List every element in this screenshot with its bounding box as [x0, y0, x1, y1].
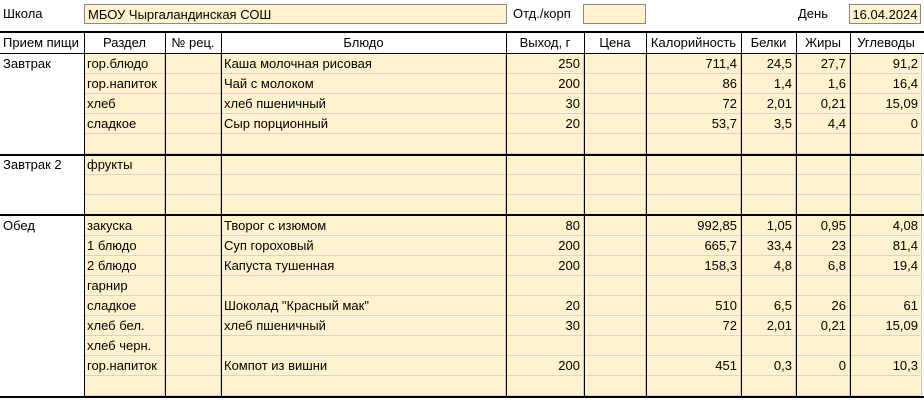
row-separator-line — [0, 396, 924, 398]
dept-label: Отд./корп — [513, 6, 571, 21]
dish-cell[interactable]: Чай с молоком — [221, 74, 506, 94]
calories-cell[interactable] — [646, 376, 741, 396]
fat-cell[interactable] — [796, 336, 850, 356]
recipe-number-cell[interactable] — [165, 175, 221, 195]
dish-cell[interactable] — [221, 134, 506, 154]
column-header-dish: Блюдо — [343, 35, 384, 50]
section-cell[interactable] — [84, 376, 165, 396]
meal-cell[interactable] — [0, 134, 84, 154]
dish-cell[interactable] — [221, 155, 506, 175]
calories-cell[interactable] — [646, 336, 741, 356]
protein-cell[interactable] — [741, 276, 796, 296]
column-separator-line — [165, 33, 166, 396]
carbs-cell[interactable]: 10,3 — [850, 356, 922, 376]
calories-cell[interactable]: 711,4 — [646, 54, 741, 74]
fat-cell[interactable] — [796, 155, 850, 175]
dish-cell[interactable]: хлеб пшеничный — [221, 316, 506, 336]
price-cell[interactable] — [584, 296, 646, 316]
recipe-number-cell[interactable] — [165, 296, 221, 316]
calories-cell[interactable]: 451 — [646, 356, 741, 376]
calories-cell[interactable]: 992,85 — [646, 216, 741, 236]
dish-cell[interactable]: Каша молочная рисовая — [221, 54, 506, 74]
dish-cell[interactable]: Сыр порционный — [221, 114, 506, 134]
calories-cell[interactable] — [646, 276, 741, 296]
calories-cell[interactable]: 158,3 — [646, 256, 741, 276]
dish-cell[interactable]: Шоколад "Красный мак" — [221, 296, 506, 316]
recipe-number-cell[interactable] — [165, 376, 221, 396]
recipe-number-cell[interactable] — [165, 134, 221, 154]
column-header-fat: Жиры — [805, 35, 841, 50]
column-separator-line — [84, 33, 85, 396]
section-cell[interactable]: гор.напиток — [84, 356, 165, 376]
meal-cell[interactable] — [0, 74, 84, 94]
date-cell[interactable]: 16.04.2024 — [849, 4, 921, 24]
dish-cell[interactable]: Суп гороховый — [221, 236, 506, 256]
fat-cell[interactable]: 4,4 — [796, 114, 850, 134]
calories-cell[interactable]: 510 — [646, 296, 741, 316]
dish-cell[interactable] — [221, 195, 506, 215]
section-cell[interactable]: закуска — [84, 216, 165, 236]
price-cell[interactable] — [584, 195, 646, 215]
carbs-cell[interactable] — [850, 336, 922, 356]
carbs-cell[interactable]: 81,4 — [850, 236, 922, 256]
row-separator-line — [0, 53, 924, 54]
price-cell[interactable] — [584, 316, 646, 336]
dept-value-cell[interactable] — [583, 4, 646, 24]
yield-cell[interactable]: 30 — [506, 316, 584, 336]
yield-cell[interactable] — [506, 175, 584, 195]
carbs-cell[interactable] — [850, 276, 922, 296]
calories-cell[interactable] — [646, 195, 741, 215]
carbs-cell[interactable]: 16,4 — [850, 74, 922, 94]
meal-cell[interactable] — [0, 94, 84, 114]
recipe-number-cell[interactable] — [165, 155, 221, 175]
meal-cell[interactable] — [0, 195, 84, 215]
yield-cell[interactable]: 30 — [506, 94, 584, 114]
recipe-number-cell[interactable] — [165, 236, 221, 256]
dish-cell[interactable] — [221, 276, 506, 296]
meal-cell[interactable]: Обед — [3, 218, 35, 233]
yield-cell[interactable]: 200 — [506, 256, 584, 276]
dish-cell[interactable] — [221, 376, 506, 396]
recipe-number-cell[interactable] — [165, 74, 221, 94]
recipe-number-cell[interactable] — [165, 114, 221, 134]
column-separator-line — [741, 33, 742, 396]
meal-cell[interactable] — [0, 114, 84, 134]
yield-cell[interactable] — [506, 195, 584, 215]
fat-cell[interactable] — [796, 134, 850, 154]
yield-cell[interactable]: 200 — [506, 74, 584, 94]
carbs-cell[interactable]: 15,09 — [850, 94, 922, 114]
meal-cell[interactable] — [0, 296, 84, 316]
yield-cell[interactable]: 200 — [506, 356, 584, 376]
recipe-number-cell[interactable] — [165, 276, 221, 296]
calories-cell[interactable]: 72 — [646, 94, 741, 114]
dish-cell[interactable] — [221, 336, 506, 356]
row-separator-line — [0, 154, 924, 156]
yield-cell[interactable] — [506, 155, 584, 175]
meal-cell[interactable] — [0, 256, 84, 276]
carbs-cell[interactable] — [850, 134, 922, 154]
protein-cell[interactable] — [741, 336, 796, 356]
protein-cell[interactable] — [741, 134, 796, 154]
calories-cell[interactable] — [646, 155, 741, 175]
section-cell[interactable]: гор.напиток — [84, 74, 165, 94]
meal-cell[interactable] — [0, 336, 84, 356]
dish-cell[interactable] — [221, 175, 506, 195]
protein-cell[interactable]: 3,5 — [741, 114, 796, 134]
carbs-cell[interactable]: 15,09 — [850, 316, 922, 336]
fat-cell[interactable] — [796, 276, 850, 296]
fat-cell[interactable]: 6,8 — [796, 256, 850, 276]
fat-cell[interactable]: 0 — [796, 356, 850, 376]
carbs-cell[interactable]: 19,4 — [850, 256, 922, 276]
section-cell[interactable]: фрукты — [84, 155, 165, 175]
column-header-section: Раздел — [103, 35, 146, 50]
section-cell[interactable] — [84, 134, 165, 154]
column-header-meal: Прием пищи — [3, 35, 79, 50]
column-header-prot: Белки — [750, 35, 787, 50]
recipe-number-cell[interactable] — [165, 316, 221, 336]
protein-cell[interactable]: 0,3 — [741, 356, 796, 376]
yield-cell[interactable]: 20 — [506, 114, 584, 134]
section-cell[interactable]: хлеб бел. — [84, 316, 165, 336]
price-cell[interactable] — [584, 74, 646, 94]
fat-cell[interactable] — [796, 376, 850, 396]
yield-cell[interactable]: 200 — [506, 236, 584, 256]
carbs-cell[interactable] — [850, 175, 922, 195]
fat-cell[interactable]: 26 — [796, 296, 850, 316]
recipe-number-cell[interactable] — [165, 216, 221, 236]
meal-cell[interactable] — [0, 356, 84, 376]
price-cell[interactable] — [584, 356, 646, 376]
recipe-number-cell[interactable] — [165, 195, 221, 215]
column-separator-line — [850, 33, 851, 396]
section-cell[interactable]: 2 блюдо — [84, 256, 165, 276]
yield-cell[interactable] — [506, 336, 584, 356]
protein-cell[interactable]: 1,05 — [741, 216, 796, 236]
calories-cell[interactable]: 665,7 — [646, 236, 741, 256]
row-separator-line — [0, 31, 924, 33]
school-label: Школа — [3, 6, 43, 21]
meal-cell[interactable] — [0, 236, 84, 256]
section-cell[interactable]: сладкое — [84, 296, 165, 316]
recipe-number-cell[interactable] — [165, 336, 221, 356]
price-cell[interactable] — [584, 54, 646, 74]
column-header-kcal: Калорийность — [650, 35, 737, 50]
carbs-cell[interactable]: 0 — [850, 114, 922, 134]
section-cell[interactable] — [84, 175, 165, 195]
meal-cell[interactable]: Завтрак 2 — [3, 157, 62, 172]
protein-cell[interactable] — [741, 195, 796, 215]
meal-cell[interactable]: Завтрак — [3, 56, 51, 71]
carbs-cell[interactable]: 4,08 — [850, 216, 922, 236]
row-separator-line — [0, 214, 924, 216]
column-separator-line — [221, 33, 222, 396]
fat-cell[interactable]: 1,6 — [796, 74, 850, 94]
fat-cell[interactable]: 0,95 — [796, 216, 850, 236]
section-cell[interactable]: 1 блюдо — [84, 236, 165, 256]
price-cell[interactable] — [584, 336, 646, 356]
fat-cell[interactable] — [796, 195, 850, 215]
section-cell[interactable]: хлеб черн. — [84, 336, 165, 356]
calories-cell[interactable]: 53,7 — [646, 114, 741, 134]
fat-cell[interactable] — [796, 175, 850, 195]
section-cell[interactable]: гор.блюдо — [84, 54, 165, 74]
column-header-price: Цена — [599, 35, 631, 50]
dish-cell[interactable]: Капуста тушенная — [221, 256, 506, 276]
yield-cell[interactable]: 80 — [506, 216, 584, 236]
recipe-number-cell[interactable] — [165, 54, 221, 74]
protein-cell[interactable] — [741, 376, 796, 396]
meal-cell[interactable] — [0, 376, 84, 396]
fat-cell[interactable]: 27,7 — [796, 54, 850, 74]
recipe-number-cell[interactable] — [165, 356, 221, 376]
fat-cell[interactable]: 23 — [796, 236, 850, 256]
price-cell[interactable] — [584, 114, 646, 134]
day-label: День — [798, 6, 828, 21]
section-cell[interactable]: гарнир — [84, 276, 165, 296]
yield-cell[interactable]: 20 — [506, 296, 584, 316]
price-cell[interactable] — [584, 216, 646, 236]
column-separator-line — [646, 33, 647, 396]
dish-cell[interactable]: Творог с изюмом — [221, 216, 506, 236]
yield-cell[interactable]: 250 — [506, 54, 584, 74]
yield-cell[interactable] — [506, 376, 584, 396]
calories-cell[interactable]: 86 — [646, 74, 741, 94]
protein-cell[interactable]: 24,5 — [741, 54, 796, 74]
section-cell[interactable]: сладкое — [84, 114, 165, 134]
yield-cell[interactable] — [506, 276, 584, 296]
column-separator-line — [584, 33, 585, 396]
price-cell[interactable] — [584, 155, 646, 175]
protein-cell[interactable] — [741, 175, 796, 195]
price-cell[interactable] — [584, 134, 646, 154]
column-header-carb: Углеводы — [857, 35, 915, 50]
column-separator-line — [796, 33, 797, 396]
fat-cell[interactable]: 0,21 — [796, 316, 850, 336]
recipe-number-cell[interactable] — [165, 256, 221, 276]
protein-cell[interactable]: 1,4 — [741, 74, 796, 94]
column-header-yield: Выход, г — [519, 35, 571, 50]
price-cell[interactable] — [584, 256, 646, 276]
section-cell[interactable]: хлеб — [84, 94, 165, 114]
calories-cell[interactable]: 72 — [646, 316, 741, 336]
meal-cell[interactable] — [0, 175, 84, 195]
price-cell[interactable] — [584, 376, 646, 396]
school-name-cell[interactable]: МБОУ Чыргаландинская СОШ — [84, 4, 507, 24]
carbs-cell[interactable]: 91,2 — [850, 54, 922, 74]
price-cell[interactable] — [584, 94, 646, 114]
carbs-cell[interactable]: 61 — [850, 296, 922, 316]
carbs-cell[interactable] — [850, 155, 922, 175]
dish-cell[interactable]: хлеб пшеничный — [221, 94, 506, 114]
yield-cell[interactable] — [506, 134, 584, 154]
fat-cell[interactable]: 0,21 — [796, 94, 850, 114]
protein-cell[interactable] — [741, 155, 796, 175]
price-cell[interactable] — [584, 175, 646, 195]
protein-cell[interactable]: 2,01 — [741, 94, 796, 114]
carbs-cell[interactable] — [850, 195, 922, 215]
meal-cell[interactable] — [0, 316, 84, 336]
column-separator-line — [506, 33, 507, 396]
calories-cell[interactable] — [646, 134, 741, 154]
protein-cell[interactable]: 2,01 — [741, 316, 796, 336]
section-cell[interactable] — [84, 195, 165, 215]
meal-cell[interactable] — [0, 276, 84, 296]
protein-cell[interactable]: 4,8 — [741, 256, 796, 276]
recipe-number-cell[interactable] — [165, 94, 221, 114]
price-cell[interactable] — [584, 236, 646, 256]
dish-cell[interactable]: Компот из вишни — [221, 356, 506, 376]
protein-cell[interactable]: 6,5 — [741, 296, 796, 316]
column-header-rec: № рец. — [171, 35, 215, 50]
protein-cell[interactable]: 33,4 — [741, 236, 796, 256]
price-cell[interactable] — [584, 276, 646, 296]
calories-cell[interactable] — [646, 175, 741, 195]
carbs-cell[interactable] — [850, 376, 922, 396]
